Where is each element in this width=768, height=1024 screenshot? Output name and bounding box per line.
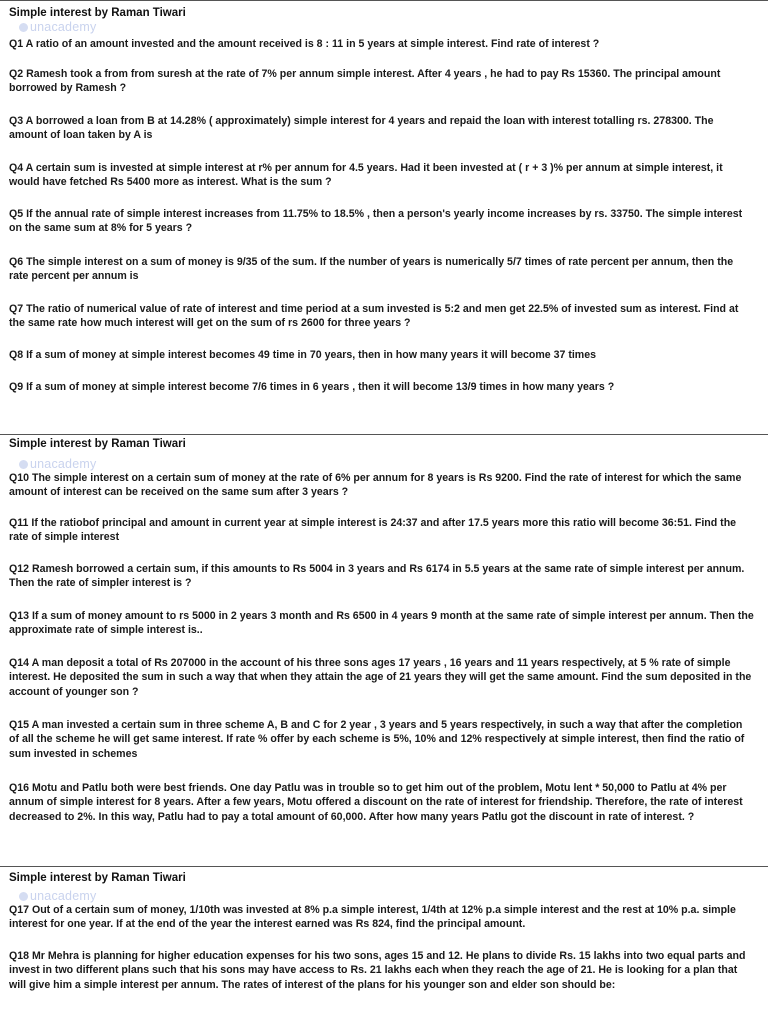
question-q11: Q11 If the ratiobof principal and amount in current year at simple interest is 24:37 and after 17.5 years more this ratio will become 36:51. Find the rate of simple interest xyxy=(9,517,737,544)
sheet-title: Simple interest by Raman Tiwari xyxy=(9,7,186,19)
question-q9: Q9 If a sum of money at simple interest become 7/6 times in 6 years , then it will become 13/9 times in how many years ? xyxy=(9,381,615,393)
question-q1: Q1 A ratio of an amount invested and the amount received is 8 : 11 in 5 years at simple interest. Find rate of interest ? xyxy=(9,38,600,50)
question-q6: Q6 The simple interest on a sum of money is 9/35 of the sum. If the number of years is numerically 5/7 times of rate percent per annum, then the rate percent per annum is xyxy=(9,256,734,283)
question-q3: Q3 A borrowed a loan from B at 14.28% ( approximately) simple interest for 4 years and repaid the loan with interest totalling rs. 278300. The amount of loan taken by A is xyxy=(9,115,714,142)
question-q16: Q16 Motu and Patlu both were best friends. One day Patlu was in trouble so to get him out of the problem, Motu lent * 50,000 to Patlu at 4% per annum of simple interest for 8 years. After a few years, Motu offered a discount on the rate of interest for friendship. Therefore, the rate of interest decreased to 2%. In this way, Patlu had to pay a total amount of 60,000. After how many years Patlu got the discount in rate of interest. ? xyxy=(9,782,743,823)
watermark-text: unacademy xyxy=(30,889,97,903)
question-q14: Q14 A man deposit a total of Rs 207000 in the account of his three sons ages 17 years , 16 years and 11 years respectively, at 5 % rate of simple interest. He deposited the sum in such a way that when they attain the age of 21 years they will get the same amount. Find the sum deposited in the account of younger son ? xyxy=(9,657,752,698)
watermark-text: unacademy xyxy=(30,20,97,34)
unacademy-logo-icon xyxy=(19,23,28,32)
question-q7: Q7 The ratio of numerical value of rate of interest and time period at a sum invested is 5:2 and men get 22.5% of invested sum as interest. Find at the same rate how much interest will get on the sum of rs 2600 for three years ? xyxy=(9,303,739,330)
question-q18: Q18 Mr Mehra is planning for higher education expenses for his two sons, ages 15 and 12. He plans to divide Rs. 15 lakhs into two equal parts and invest in two different plans such that his sons may have access to Rs. 21 lakhs each when they reach the age of 21. He is looking for a plan that will give him a simple interest per annum. The rates of interest of the plans for his younger son and elder son should be: xyxy=(9,950,746,991)
sheet-title: Simple interest by Raman Tiwari xyxy=(9,438,186,450)
question-q17: Q17 Out of a certain sum of money, 1/10th was invested at 8% p.a simple interest, 1/4th at 12% p.a simple interest and the rest at 10% p.a. simple interest for one year. If at the end of the year the interest earned was Rs 824, find the principal amount. xyxy=(9,904,736,931)
watermark-logo xyxy=(19,457,96,471)
watermark-logo xyxy=(19,20,96,34)
watermark-logo xyxy=(19,889,96,903)
sheet-2 xyxy=(0,434,768,868)
question-q13: Q13 If a sum of money amount to rs 5000 in 2 years 3 month and Rs 6500 in 4 years 9 month at the same rate of simple interest per annum. Then the approximate rate of simple interest is.. xyxy=(9,610,754,637)
unacademy-logo-icon xyxy=(19,892,28,901)
sheet-1 xyxy=(0,0,768,436)
question-q10: Q10 The simple interest on a certain sum of money at the rate of 6% per annum for 8 years is Rs 9200. Find the rate of interest for which the same amount of interest can be received on the same sum after 3 years ? xyxy=(9,472,742,499)
question-q5: Q5 If the annual rate of simple interest increases from 11.75% to 18.5% , then a person's yearly income increases by rs. 33750. The simple interest on the same sum at 8% for 5 years ? xyxy=(9,208,743,235)
sheet-title: Simple interest by Raman Tiwari xyxy=(9,872,186,884)
question-q12: Q12 Ramesh borrowed a certain sum, if this amounts to Rs 5004 in 3 years and Rs 6174 in 5.5 years at the same rate of simple interest per annum. Then the rate of simpler interest is ? xyxy=(9,563,745,590)
question-q8: Q8 If a sum of money at simple interest becomes 49 time in 70 years, then in how many years it will become 37 times xyxy=(9,349,596,361)
unacademy-logo-icon xyxy=(19,460,28,469)
sheet-3 xyxy=(0,866,768,1024)
question-q4: Q4 A certain sum is invested at simple interest at r% per annum for 4.5 years. Had it been invested at ( r + 3 )% per annum at simple interest, it would have fetched Rs 5400 more as interest. What is the sum ? xyxy=(9,162,723,189)
question-q2: Q2 Ramesh took a from from suresh at the rate of 7% per annum simple interest. After 4 years , he had to pay Rs 15360. The principal amount borrowed by Ramesh ? xyxy=(9,68,721,95)
watermark-text: unacademy xyxy=(30,457,97,471)
question-q15: Q15 A man invested a certain sum in three scheme A, B and C for 2 year , 3 years and 5 years respectively, in such a way that after the completion of all the scheme he will get same interest. If rate % offer by each scheme is 5%, 10% and 12% respectively at simple interest, then find the ratio of sum invested in schemes xyxy=(9,719,745,760)
